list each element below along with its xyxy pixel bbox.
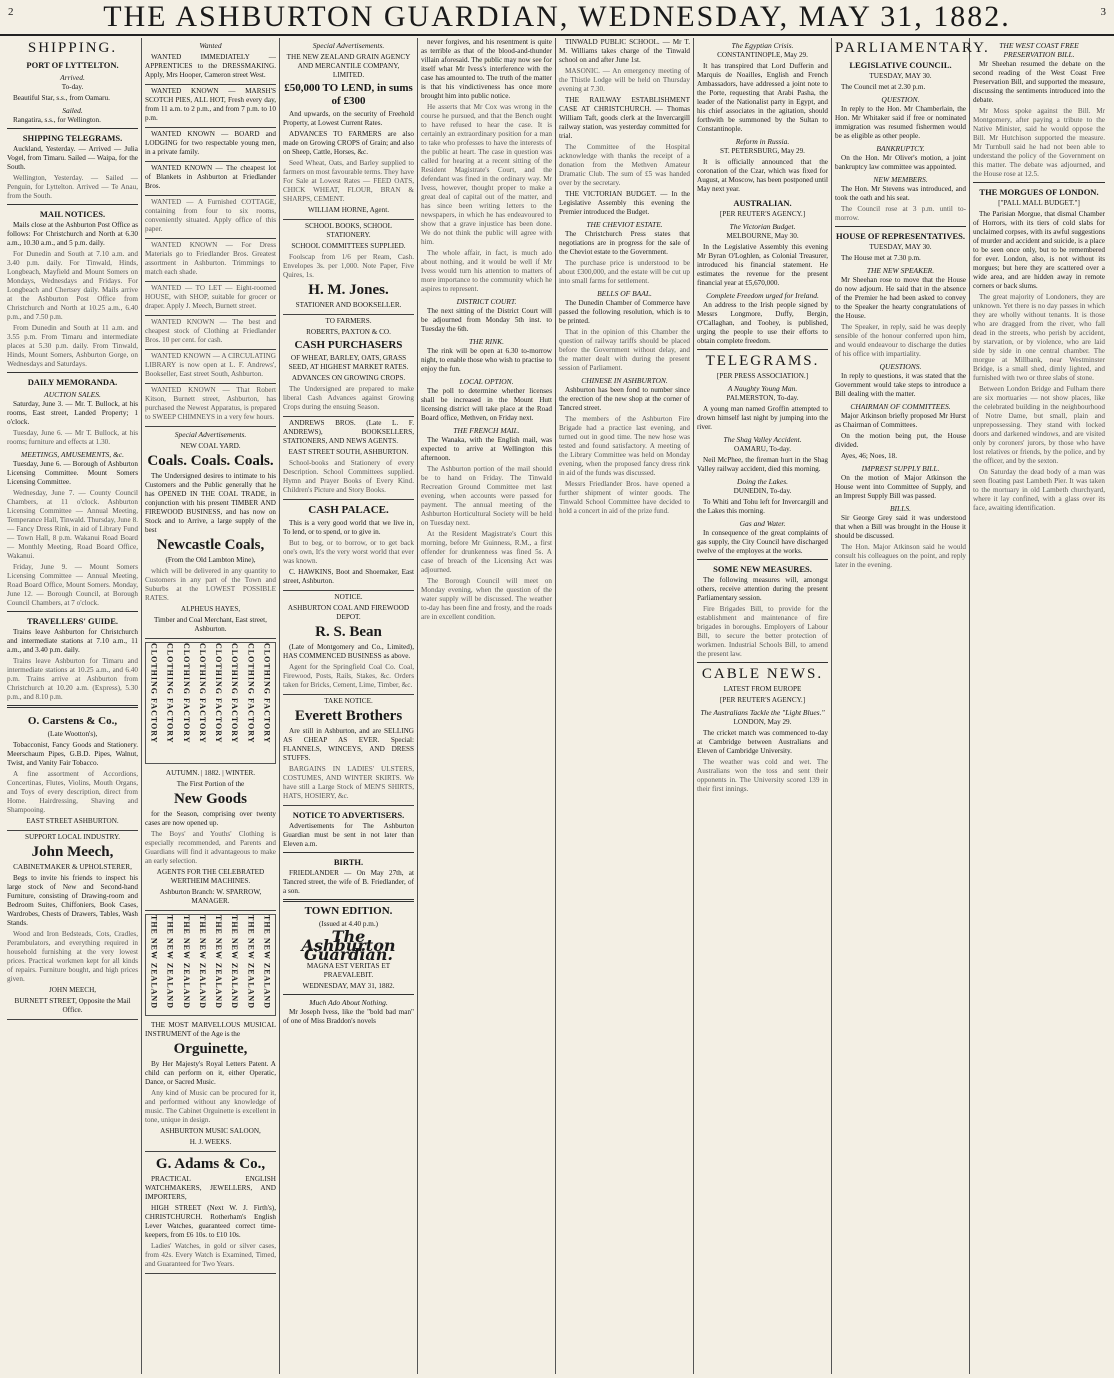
lend-text: And upwards, on the security of Freehold Property, at Lowest Current Rates. [283,110,414,127]
egypt-location: CONSTANTINOPLE, May 29. [717,51,808,59]
council-heading: LEGISLATIVE COUNCIL. [849,60,952,70]
rink-text: The rink will be open at 6.30 to-morrow night, to enable those who wish to practise to enjoy the fun. [421,347,552,373]
budget-location: MELBOURNE, May 30. [726,232,799,240]
coal-text: The Undersigned desires to intimate to his Customers and the Public generally that he has OPENED IN THE COAL TRADE, in conjunction with his present TIMBER AND FIREWOOD BUSINESS, and has now on Stock and to Arrive, a large supply of the best [145,472,276,534]
wanted-ad-3: WANTED KNOWN — BOARD and LODGING for two respectable young men, in a private family. [145,130,276,156]
house-heading: HOUSE OF REPRESENTATIVES. [835,231,966,241]
bean-ad: NOTICE. ASHBURTON COAL AND FIREWOOD DEPOT. R. S. Bean (Late of Montgomery and Co., Limited), HAS COMMENCED BUSINESS as above. Agent for the Springfield Coal Co. Coal, Firewood, Posts, Rails, Stakes, &c. Orders taken for Bricks, Cement, Lime, Timber, &c. [283,591,414,695]
jones-sub: STATIONER AND BOOKSELLER. [295,301,402,309]
telegrams-heading: TELEGRAMS. [705,353,820,369]
council-time: The Council met at 2.30 p.m. [841,83,926,91]
port-heading: PORT OF LYTTELTON. [26,60,119,70]
speaker-text: Mr Sheehan rose to move that the House do now adjourn. He said that in the absence of the Premier he had been asked to convey to the Speaker the hearty congratulations of the House. [835,276,966,320]
new-goods-heading: New Goods [174,791,247,807]
cable-text: The cricket match was commenced to-day at Cambridge between Australians and Eleven of Cambridge University. [697,729,828,755]
carstens-sub: (Late Wootton's), [47,730,98,738]
adams-heading: G. Adams & Co., [155,1156,266,1172]
meech-text: Begs to invite his friends to inspect his large stock of New and Second-hand Furniture, consisting of Drawing-room and Bedroom Suites, Chiffoniers, Book Cases, Wardrobes, Chests of Drawers, Tables, Wash Stands. [7,874,138,927]
press-label: [PER PRESS ASSOCIATION.] [716,372,809,380]
date-line: WEDNESDAY, MAY 31, 1882. [302,982,395,990]
support-label: SUPPORT LOCAL INDUSTRY. [24,833,121,841]
house-date: TUESDAY, MAY 30. [869,243,932,251]
shag-text: Neil McPhee, the fireman hurt in the Shag Valley railway accident, died this morning. [697,456,828,473]
imprest-heading: IMPREST SUPPLY BILL. [861,464,940,473]
reform-text: It is officially announced that the coronation of the Czar, which was fixed for August, at Moscow, has been postponed until May next year. [697,158,828,193]
hawkins-text: C. HAWKINS, Boot and Shoemaker, East street, Ashburton. [283,568,414,585]
local-option-text: The poll to determine whether licenses shall be increased in the Mount Hutt licensing district will take place at the Road Board office, Methven, on Friday next. [421,387,552,422]
lakes-heading: Doing the Lakes. [736,477,789,486]
arrived-text: Beautiful Star, s.s., from Oamaru. [13,94,110,102]
today-label: To-day. [61,83,84,91]
paper-motto: MAGNA EST VERITAS ET PRAEVALEBIT. [306,962,391,979]
divisions-text: Ayes, 46; Noes, 18. [841,452,898,460]
newspaper-title: THE ASHBURTON GUARDIAN, WEDNESDAY, MAY 31, 1882. [103,0,1011,33]
adams-text: HIGH STREET (Next W. J. Firth's), CHRISTCHURCH. Rotherham's English Lever Watches, guaranteed correct time-keepers, from £6 10s. to £10 10s. [145,1204,276,1239]
bells-heading: BELLS OF BAAL. [597,289,652,298]
questions-heading: QUESTIONS. [879,362,922,371]
imprest-text: On the motion of Major Atkinson the House went into Committee of Supply, and an Imprest Supply Bill was passed. [835,474,966,500]
carstens-heading: O. Carstens & Co., [27,715,118,727]
reuter-label: [PER REUTER'S AGENCY.] [719,210,806,218]
col5-body-text-1: TINWALD PUBLIC SCHOOL. — Mr T. M. Williams takes charge of the Tinwald school on and after June 1st. [559,38,690,64]
pall-mall-label: ["PALL MALL BUDGET."] [998,199,1080,207]
bills-heading: BILLS. [889,504,912,513]
auction-text: Saturday, June 3. — Mr. T. Bullock, at his rooms, East street, Landed Property; 1 o'clock. [7,400,138,426]
wanted-ad-1: WANTED IMMEDIATELY — APPRENTICES to the DRESSMAKING. Apply, Mrs Hooper, Cameron street West. [145,53,276,79]
col5-body-text-2: THE RAILWAY ESTABLISHMENT CASE AT CHRISTCHURCH. — Thomas William Taft, goods clerk at the Invercargill railway station, was yesterday committed for trial. [559,96,690,140]
masthead [0,0,1114,36]
cash-heading: CASH PURCHASERS [294,339,403,351]
weeks-name: H. J. WEEKS. [189,1138,232,1146]
organ-heading: THE MOST MARVELLOUS MUSICAL INSTRUMENT of the Age is the [145,1021,276,1038]
paper-title-logo: The Ashburton Guardian. [301,927,396,964]
col4-body-text: never forgives, and his resentment is quite as terrible as that of the blood-and-thunder villain aforesaid. The public may now see for itself what Mr Ivess's interference with the case has amounted to. The truth of the matter is that his vindictiveness has once more brought him into public notice. [421,38,552,100]
reform-heading: Reform in Russia. [735,137,790,146]
freedom-heading: Complete Freedom urged for Ireland. [706,291,819,300]
shag-heading: The Shag Valley Accident. [723,435,802,444]
autumn-winter: AUTUMN. | 1882. | WINTER. [165,769,256,777]
west-coast-text: Mr Sheehan resumed the debate on the second reading of the West Coast Free Preservation Bill, and supported the measure, discussing the sentiments introduced into the debate. [973,60,1105,104]
shipping-telegrams-text: Auckland, Yesterday. — Arrived — Julia Vogel, from Timaru. Sailed — Waipa, for the South. [7,145,138,171]
birth-text: FRIEDLANDER — On May 27th, at Tancred street, the wife of B. Friedlander, of a son. [283,869,414,895]
first-portion: The First Portion of the [176,780,245,788]
notice-advertisers-heading: NOTICE TO ADVERTISERS. [292,810,405,820]
special-heading-2: Special Advertisements. [174,430,247,439]
naughty-heading: A Naughty Young Man. [727,384,798,393]
egypt-heading: The Egyptian Crisis. [731,41,794,50]
coal-depot-heading: ASHBURTON COAL AND FIREWOOD DEPOT. [287,604,410,621]
birth-heading: BIRTH. [333,857,364,867]
andrews-heading: ANDREWS BROS. (Late L. F. ANDREWS), BOOKSELLERS, STATIONERS, AND NEWS AGENTS. [283,419,414,445]
reform-location: ST. PETERSBURG, May 29. [720,147,805,155]
meech-footer: JOHN MEECH, [48,986,97,994]
farmers-ad: TO FARMERS. ROBERTS, PAXTON & CO. CASH PURCHASERS OF WHEAT, BARLEY, OATS, GRASS SEED, AT HIGHEST MARKET RATES. ADVANCES ON GROWING CROPS. The Undersigned are prepared to make liberal Cash Advances against Growing Crops during the ensuing Season. [283,315,414,417]
andrews-address: EAST STREET SOUTH, ASHBURTON. [288,448,409,456]
town-edition-sub: (Issued at 4.40 p.m.) [318,920,379,928]
notice-advertisers-text: Advertisements for The Ashburton Guardian must be sent in not later than Eleven a.m. [283,822,414,848]
chinese-text: Ashburton has been fond to number since the erection of the new shop at the corner of Tancred street. [559,386,690,412]
lakes-location: DUNEDIN, To-day. [733,487,792,495]
meech-sub: CABINETMAKER & UPHOLSTERER, [13,863,132,871]
school-books-ad: SCHOOL BOOKS, SCHOOL STATIONERY. SCHOOL COMMITTEES SUPPLIED. Foolscap from 1/6 per Ream, Cash. Envelopes 3s. per 1,000. Note Paper, Five Quires, 1s. H. M. Jones. STATIONER AND BOOKSELLER. [283,220,414,315]
special-heading-3: Special Advertisements. [312,41,385,50]
question-heading: QUESTION. [881,95,920,104]
wanted-ad-2: WANTED KNOWN — MARSH'S SCOTCH PIES, ALL HOT, Fresh every day, from 11 a.m. to 2 p.m., and from 7 p.m. to 10 p.m. [145,87,276,122]
french-mail-text: The Wanaka, with the English mail, was expected to arrive at Wellington this afternoon. [421,436,552,462]
page-number-right: 3 [1100,6,1106,18]
chinese-heading: CHINESE IN ASHBURTON. [581,376,668,385]
new-members-heading: NEW MEMBERS. [873,175,928,184]
organ-text: By Her Majesty's Royal Letters Patent. A child can perform on it, either Operatic, Dance, or Sacred Music. [145,1060,276,1086]
bells-text: The Dunedin Chamber of Commerce have passed the following resolution, which is to be printed. [559,299,690,325]
column-1: SHIPPING. PORT OF LYTTELTON. Arrived. To-day. Beautiful Star, s.s., from Oamaru. Sailed. Rangatira, s.s., for Wellington. SHIPPING TELEGRAMS. Auckland, Yesterday. — Arrived — Julia Vogel, from Timaru. Sailed — Waipa, for the South. Wellington, Yesterday. — Sailed — Penguin, for Lyttelton. Arrived — Te Anau, from the South. MAIL NOTICES. Mails close at the Ashburton Post Office as follows: For Christchurch and North at 6.30 a.m., 10.30 a.m., and 5 p.m. daily. For Dunedin and South at 7.10 a.m. and 3.40 p.m. daily. For Tinwald, Hinds, Longbeach, Mayfield and Mount Somers on Mondays, Wednesdays and Fridays. For Longbeach and Chertsey daily. Mails arrive at the Ashburton Post Office from Christchurch and North at 10.25 a.m., 6.40 p.m., and 7.50 p.m. From Dunedin and South at 11 a.m. and 3.55 p.m. From Timaru and intermediate places at 5.30 p.m. daily. From Tinwald, Hinds, Mount Somers, Ashburton Gorge, on Wednesdays and Saturdays. DAILY MEMORANDA. AUCTION SALES. Saturday, June 3. — Mr. T. Bullock, at his rooms, East street, Landed Property; 1 o'clock. Tuesday, June 6. — Mr T. Bullock, at his rooms; furniture and effects at 1.30. MEETINGS, AMUSEMENTS, &c. Tuesday, June 6. — Borough of Ashburton Licensing Committee. Mount Somers Licensing Committee. Wednesday, June 7. — County Council Chambers, at 11 o'clock. Ashburton Licensing Committee — Annual Meeting, Temperance Hall, Tinwald. Thursday, June 8. — Fancy Dress Rink, in aid of Library Fund — Town Hall, 8 p.m. Wakanui Road Board — Monthly Meeting, Road Board Office, Wakanui. Friday, June 9. — Mount Somers Licensing Committee — Annual Meeting, Road Board Office, Mount Somers. Monday, June 12. — Borough Council, at Borough Council Chambers, at 7 o'clock. TRAVELLERS' GUIDE. Trains leave Ashburton for Christchurch and intermediate stations at 7.10 a.m., 11 a.m., and 3.40 p.m. daily. Trains leave Ashburton for Timaru and intermediate stations at 10.25 a.m., and 6.40 p.m. Trains arrive at Ashburton from Christchurch at 10.20 a.m. (Express), 5.30 p.m., and 8.10 p.m. O. Carstens & Co., (Late Wootton's), Tobacconist, Fancy Goods and Stationery. Meerschaum Pipes, G.B.D. Pipes, Walnut, Twist, and Vanity Fair Tobacco. A fine assortment of Accordions, Concertinas, Flutes, Violins, Mouth Organs, and Toys of every description, direct from Home. Hairdressing, Shaving and Shampooing. EAST STREET ASHBURTON. SUPPORT LOCAL INDUSTRY. John Meech, CABINETMAKER & UPHOLSTERER, Begs to invite his friends to inspect his large stock of New and Second-hand Furniture, consisting of Drawing-room and Bedroom Suites, Chiffoniers, Book Cases, Wardrobes, Chests of Drawers, Tables, Wash Stands. Wood and Iron Bedsteads, Cots, Cradles, Perambulators, and everything required in household furnishing at the very lowest prices. Practical workmen kept for all kinds of repairs. Furniture bought, and high prices given. JOHN MEECH, BURNETT STREET, Opposite the Mail Office. [4,38,142,1374]
hayes-sub: Timber and Coal Merchant, East street, Ashburton. [154,616,267,633]
clothing-factory-banner: CLOTHING FACTORY CLOTHING FACTORY CLOTHING FACTORY CLOTHING FACTORY CLOTHING FACTORY CLOTHING FACTORY CLOTHING FACTORY CLOTHING FACTORY [145,642,276,764]
sailed-text: Rangatira, s.s., for Wellington. [13,116,101,124]
orguinette-ad: THE MOST MARVELLOUS MUSICAL INSTRUMENT of the Age is the Orguinette, By Her Majesty's Royal Letters Patent. A child can perform on it, either Operatic, Dance, or Sacred Music. Any kind of Music can be procured for it, and performed without any knowledge of music. The Cabinet Orguinette is excellent in tone, unique in design. ASHBURTON MUSIC SALOON, H. J. WEEKS. [145,1019,276,1152]
school-sub: SCHOOL COMMITTEES SUPPLIED. [291,242,406,250]
much-ado-text: Mr Joseph Ivess, like the "bold bad man" of one of Miss Braddon's novels [283,1008,414,1025]
bean-sub: (Late of Montgomery and Co., Limited), HAS COMMENCED BUSINESS as above. [283,643,414,660]
page-number-left: 2 [8,6,14,18]
grain-agency-ad: THE NEW ZEALAND GRAIN AGENCY AND MERCANTILE COMPANY, LIMITED. £50,000 TO LEND, in sums of £300 And upwards, on the security of Freehold Property, at Lowest Current Rates. ADVANCES TO FARMERS are also made on Growing CROPS of Grain; and also on Sheep, Cattle, Horses, &c. Seed Wheat, Oats, and Barley supplied to farmers on most favourable terms. They have For Sale at Lowest Rates — FEED OATS, CHICK WHEAT, FLOUR, BRAN & SHARPS, CEMENT. WILLIAM HORNE, Agent. [283,51,414,220]
roberts-heading: ROBERTS, PAXTON & CO. [306,328,391,336]
farmers-heading: TO FARMERS. [325,317,372,325]
col5-body-text-3: THE VICTORIAN BUDGET. — In the Legislative Assembly this evening the Premier introduced the Budget. [559,190,690,216]
nz-grain-heading: THE NEW ZEALAND GRAIN AGENCY AND MERCANTILE COMPANY, LIMITED. [286,53,411,79]
meetings-heading: MEETINGS, AMUSEMENTS, &c. [21,450,124,459]
west-coast-heading: THE WEST COAST FREE PRESERVATION BILL. [999,41,1079,59]
budget-heading: The Victorian Budget. [729,222,796,231]
council-date: TUESDAY, MAY 30. [869,72,932,80]
everett-ad: TAKE NOTICE. Everett Brothers Are still in Ashburton, and are SELLING AS CHEAP AS EVER. Special: FLANNELS, WINCEYS, AND DRESS STUFFS. BARGAINS IN LADIES' ULSTERS, COSTUMES, AND WINTER SKIRTS. We have still a Large Stock of MEN'S SHIRTS, HATS, HOSIERY, &c. [283,695,414,806]
agents-text: Ashburton Branch: W. SPARROW, MANAGER. [159,888,262,905]
horne-name: WILLIAM HORNE, Agent. [307,206,390,214]
column-7: PARLIAMENTARY. LEGISLATIVE COUNCIL. TUESDAY, MAY 30. The Council met at 2.30 p.m. QUESTION. In reply to the Hon. Mr Chamberlain, the Hon. Mr Whitaker said if free or nominated immigration was resumed fishermen would be as eligible as other people. BANKRUPTCY. On the Hon. Mr Oliver's motion, a joint bankruptcy law committee was appointed. NEW MEMBERS. The Hon. Mr Stevens was introduced, and took the oath and his seat. The Council rose at 3 p.m. until to-morrow. HOUSE OF REPRESENTATIVES. TUESDAY, MAY 30. The House met at 7.30 p.m. THE NEW SPEAKER. Mr Sheehan rose to move that the House do now adjourn. He said that in the absence of the Premier he had been asked to convey to the Speaker the hearty congratulations of the House. The Speaker, in reply, said he was deeply sensible of the honour conferred upon him, and would endeavour to discharge the duties of his office with impartiality. QUESTIONS. In reply to questions, it was stated that the Government would take steps to introduce a Bill dealing with the matter. CHAIRMAN OF COMMITTEES. Major Atkinson briefly proposed Mr Hurst as Chairman of Committees. On the motion being put, the House divided. Ayes, 46; Noes, 18. IMPREST SUPPLY BILL. On the motion of Major Atkinson the House went into Committee of Supply, and an Imprest Supply Bill was passed. BILLS. Sir George Grey said it was understood that when a Bill was brought in the House it should be discussed. The Hon. Major Atkinson said he would consult his colleagues on the point, and reply later in the evening. [832,38,970,1374]
rink-heading: THE RINK. [468,337,504,346]
east-street-label: EAST STREET ASHBURTON. [26,817,119,825]
budget-text: In the Legislative Assembly this evening Mr Byran O'Loghlen, as Colonial Treasurer, introduced his financial statement. He estimates the revenue for the present financial year at £5,670,000. [697,243,828,287]
meetings-text: Tuesday, June 6. — Borough of Ashburton Licensing Committee. Mount Somers Licensing Committee. [7,460,138,486]
coal-ad: NEW COAL YARD. Coals. Coals. Coals. The Undersigned desires to intimate to his Customers and the Public generally that he has OPENED IN THE COAL TRADE, in conjunction with his present TIMBER AND FIREWOOD BUSINESS, and has now on Stock and to Arrive, a large supply of the best Newcastle Coals, (From the Old Lambton Mine), which will be delivered in any quantity to Customers in any part of the Town and Suburbs at the LOWEST POSSIBLE RATES. ALPHEUS HAYES, Timber and Coal Merchant, East street, Ashburton. [145,440,276,639]
guide-heading: TRAVELLERS' GUIDE. [26,616,118,626]
andrews-ad: ANDREWS BROS. (Late L. F. ANDREWS), BOOKSELLERS, STATIONERS, AND NEWS AGENTS. EAST STREET SOUTH, ASHBURTON. School-books and Stationery of every Description. School Committees supplied. Hymn and Prayer Books of Every Kind. Children's Picture and Story Books. [283,417,414,500]
guide-text: Trains leave Ashburton for Christchurch and intermediate stations at 7.10 a.m., 11 a.m., and 3.40 p.m. daily. [7,628,138,654]
morgues-heading: THE MORGUES OF LONDON. [979,187,1099,197]
bean-heading: R. S. Bean [315,624,382,640]
morgues-text: The Parisian Morgue, that dismal Chamber of Horrors, with its tiers of cold slabs for unclaimed corpses, with its awful suggestions of murder and accident and suicide, is a place to be seen once only, but to be remembered for ever. London, also, is not without its morgues; but here they are scattered over a wide area, and are hidden away in remote corners or back slums. [973,210,1105,290]
auction-heading: AUCTION SALES. [44,390,101,399]
mail-heading: MAIL NOTICES. [39,209,106,219]
australian-heading: AUSTRALIAN. [733,198,792,208]
meech-address: BURNETT STREET, Opposite the Mail Office. [14,997,131,1014]
speaker-heading: THE NEW SPEAKER. [866,266,935,275]
arrived-label: Arrived. [60,73,85,82]
notice-heading: NOTICE. [334,593,363,601]
freedom-text: An address to the Irish people signed by Messrs Longmore, Duffy, Bergin, O'Callaghan, and Toohey, is published, urging the people to use their efforts to obtain complete freedom. [697,301,828,345]
music-saloon: ASHBURTON MUSIC SALOON, [160,1127,261,1135]
much-ado-heading: Much Ado About Nothing. [309,998,388,1007]
cable-location: LONDON, May 29. [733,718,792,726]
carstens-ad: O. Carstens & Co., (Late Wootton's), Tobacconist, Fancy Goods and Stationery. Meerschaum Pipes, G.B.D. Pipes, Walnut, Twist, and Vanity Fair Tobacco. A fine assortment of Accordions, Concertinas, Flutes, Violins, Mouth Organs, and Toys of every description, direct from Home. Hairdressing, Shaving and Shampooing. EAST STREET ASHBURTON. [7,711,138,831]
school-heading: SCHOOL BOOKS, SCHOOL STATIONERY. [305,222,392,239]
naughty-location: PALMERSTON, To-day. [726,394,799,402]
adams-ad: G. Adams & Co., PRACTICAL ENGLISH WATCHMAKERS, JEWELLERS, AND IMPORTERS, HIGH STREET (Next W. J. Firth's), CHRISTCHURCH. Rotherham's English Lever Watches, guaranteed correct time-keepers, from £6 10s. to £10 10s. Ladies' Watches, in gold or silver cases, from 42s. Every Watch is Examined, Timed, and Guaranteed for Two Years. [145,1152,276,1274]
chairman-text: Major Atkinson briefly proposed Mr Hurst as Chairman of Committees. [835,412,966,429]
palace-heading: CASH PALACE. [308,504,389,516]
newcastle-sub: (From the Old Lambton Mine), [165,556,256,564]
questions-text: In reply to questions, it was stated that the Government would take steps to introduce a Bill dealing with the matter. [835,372,966,398]
some-new-text: The following measures will, amongst others, receive attention during the present Parliamentary session. [697,576,828,602]
columns [4,38,1110,1374]
question-text: In reply to the Hon. Mr Chamberlain, the Hon. Mr Whitaker said if free or nominated immigration was resumed fishermen would be as eligible as other people. [835,105,966,140]
orguinette-heading: Orguinette, [173,1041,248,1057]
new-members-text: The Hon. Mr Stevens was introduced, and took the oath and his seat. [835,185,966,202]
naughty-text: A young man named Groffin attempted to drown himself last night by jumping into the river. [697,405,828,431]
column-3 [280,38,418,1374]
gas-heading: Gas and Water. [739,519,786,528]
cable-heading: CABLE NEWS. [701,666,824,682]
meech-heading: John Meech, [31,844,114,860]
cheviot-text: The Christchurch Press states that negotiations are in progress for the sale of the Cheviot estate to the Government. [559,230,690,256]
new-zealand-banner: THE NEW ZEALAND THE NEW ZEALAND THE NEW ZEALAND THE NEW ZEALAND THE NEW ZEALAND THE NEW ZEALAND THE NEW ZEALAND THE NEW ZEALAND [145,914,276,1016]
adams-sub: PRACTICAL ENGLISH WATCHMAKERS, JEWELLERS, AND IMPORTERS, [145,1175,276,1201]
hayes-name: ALPHEUS HAYES, [180,605,241,613]
bankruptcy-heading: BANKRUPTCY. [876,144,925,153]
french-mail-heading: THE FRENCH MAIL. [453,426,520,435]
egypt-text: It has transpired that Lord Dufferin and Marquis de Noailles, English and French Ambassadors, have addressed a joint note to the Porte, requesting that Arabi Pasha, the leader of the Nationalist party in Egypt, and his chief associates in the agitation, should forthwith be summoned by the Sultan to Constantinople. [697,62,828,133]
column-8: THE WEST COAST FREE PRESERVATION BILL. Mr Sheehan resumed the debate on the second reading of the West Coast Free Preservation Bill, and supported the measure, discussing the sentiments introduced into the debate. Mr Moss spoke against the Bill. Mr Montgomery, after paying a tribute to the Native Minister, said he would oppose the Bill. Mr Hutchison supported the measure. Mr Turnbull said he had not been able to understand the policy of the Government on this matter. The debate was adjourned, and the House rose at 12.5. THE MORGUES OF LONDON. ["PALL MALL BUDGET."] The Parisian Morgue, that dismal Chamber of Horrors, with its tiers of cold slabs for unclaimed corpses, with its awful suggestions of murder and accident and suicide, is a place to be seen once only, but to be remembered for ever. London, also, is not without its morgues; but here they are scattered over a wide area, and are hidden away in remote corners or back slums. The great majority of Londoners, they are unknown. Yet there is no day passes in which they are wholly without tenants. It is those who are dragged from the river, who fall dead in the streets, who perish by accident, by starvation, or by violence, who are laid side by side in one central chamber. The morgue at Millbank, near Westminster Bridge, is a small shed, dimly lighted, and furnished with two or three slabs of stone. Between London Bridge and Fulham there are six mortuaries — not show places, like the celebrated building in the neighbourhood of Notre Dame, but small, plain and unprepossessing. They stand with locked doors and darkened windows, and are visited only by coroners' jurors, by those who have lost relatives or friends, by the police, and by the officer, and by the sexton. On Saturday the dead body of a man was seen floating past Lambeth Pier. It was taken to the mortuary in old Lambeth churchyard, where it lay confined, with a glass over its face, awaiting identification. [973,41,1105,512]
bills-text: Sir George Grey said it was understood that when a Bill was brought in the House it should be discussed. [835,514,966,540]
take-notice-heading: TAKE NOTICE. [324,697,373,705]
lakes-text: To Whiti and Tohu left for Invercargill and the Lakes this morning. [697,498,828,515]
new-goods-ad: AUTUMN. | 1882. | WINTER. The First Portion of the New Goods for the Season, comprising over twenty cases are now opened up. The Boys' and Youths' Clothing is especially recommended, and Parents and Guardians will find it advantageous to make an early selection. AGENTS FOR THE CELEBRATED WERTHEIM MACHINES. Ashburton Branch: W. SPARROW, MANAGER. [145,767,276,911]
cable-story-heading: The Australians Tackle the "Light Blues." [700,708,825,717]
cable-reuter: [PER REUTER'S AGENCY.] [719,696,806,704]
gas-text: In consequence of the great complaints of gas supply, the City Council have discharged twelve of the employes at the works. [697,529,828,555]
local-option-heading: LOCAL OPTION. [459,377,514,386]
daily-memoranda-heading: DAILY MEMORANDA. [27,377,118,387]
shag-location: OAMARU, To-day. [734,445,791,453]
shipping-telegrams-heading: SHIPPING TELEGRAMS. [22,133,123,143]
some-new-heading: SOME NEW MEASURES. [713,564,812,574]
chairman-heading: CHAIRMAN OF COMMITTEES. [850,402,951,411]
cash-text: OF WHEAT, BARLEY, OATS, GRASS SEED, AT HIGHEST MARKET RATES. [288,354,409,371]
jones-heading: H. M. Jones. [308,282,389,298]
column-4: never forgives, and his resentment is quite as terrible as that of the blood-and-thunder villain aforesaid. The public may now see for itself what Mr Ivess's interference with the case has amounted to. The truth of the matter is that his vindictiveness has once more brought him into public notice. He asserts that Mr Cox was wrong in the course he pursued, and that the Bench ought to have refused to hear the case. It is certainly an extraordinary position for a man to take who professes to have the interests of the public at heart. The case in question was called for hearing at a recent sitting of the Resident Magistrate's Court, and the defendant was fined in the ordinary way. Mr Ivess, however, thought proper to make a great deal of capital out of the matter, and has since been writing letters to the newspapers, in which he has endeavoured to show that a grave injustice has been done. We do not think the public will agree with him. The whole affair, in fact, is much ado about nothing, and it would be well if Mr Ivess would turn his attention to matters of more importance to the community which he aspires to represent. DISTRICT COURT. The next sitting of the District Court will be adjourned from Monday 5th inst. to Tuesday the 6th. THE RINK. The rink will be open at 6.30 to-morrow night, to enable those who wish to practise to enjoy the fun. LOCAL OPTION. The poll to determine whether licenses shall be increased in the Mount Hutt licensing district will take place at the Road Board office, Methven, on Friday next. THE FRENCH MAIL. The Wanaka, with the English mail, was expected to arrive at Wellington this afternoon. The Ashburton portion of the mail should be to hand on Friday. The Tinwald Recreation Ground Committee met last evening, when accounts were passed for payment. The annual meeting of the Ashburton Horticultural Society will be held on Tuesday next. At the Resident Magistrate's Court this morning, before Mr Guinness, R.M., a first offender for drunkenness was fined 5s. A case of breach of the Licensing Act was adjourned. The Borough Council will meet on Monday evening, when the question of the water supply will be discussed. The weather to-day has been fine and frosty, and the roads are in excellent condition. [418,38,556,1374]
new-goods-text: for the Season, comprising over twenty cases are now opened up. [145,810,276,827]
town-edition-heading: TOWN EDITION. [304,905,393,917]
sailed-label: Sailed. [62,106,83,115]
district-court-heading: DISTRICT COURT. [456,297,517,306]
advances-text: ADVANCES TO FARMERS are also made on Growing CROPS of Grain; and also on Sheep, Cattle, Horses, &c. [283,130,414,156]
coal-heading: Coals. Coals. Coals. [147,453,274,469]
lend-heading: £50,000 TO LEND, in sums of £300 [284,82,413,107]
column-2: Wanted WANTED IMMEDIATELY — APPRENTICES to the DRESSMAKING. Apply, Mrs Hooper, Cameron street West. WANTED KNOWN — MARSH'S SCOTCH PIES, ALL HOT, Fresh every day, from 11 a.m. to 2 p.m., and from 7 p.m. to 10 p.m. WANTED KNOWN — BOARD and LODGING for two respectable young men, in a private family. WANTED KNOWN — The cheapest lot of Blankets in Ashburton at Friedlander Bros. WANTED — A Furnished COTTAGE, containing from four to six rooms, conveniently situated. Apply office of this paper. WANTED KNOWN — For Dress Materials go to Friedlander Bros. Greatest assortment in Ashburton. Trimmings to match each shade. WANTED — TO LET — Eight-roomed HOUSE, with SHOP, suitable for grocer or draper. Apply J. Meech, Burnett street. WANTED KNOWN — The best and cheapest stock of Clothing at Friedlander Bros. 10 per cent. for cash. WANTED KNOWN — A CIRCULATING LIBRARY is now open at L. F. Andrews', Bookseller, East street South, Ashburton. WANTED KNOWN — That Robert Kitson, Burnett street, Ashburton, has purchased the Newest Apparatus, is prepared to SWEEP CHIMNEYS in a very few hours. Special Advertisements. NEW COAL YARD. Coals. Coals. Coals. The Undersigned desires to intimate to his Customers and the Public generally that he has OPENED IN THE COAL TRADE, in conjunction with his present TIMBER AND FIREWOOD BUSINESS, and has now on Stock and to Arrive, a large supply of the best Newcastle Coals, (From the Old Lambton Mine), which will be delivered in any quantity to Customers in any part of the Town and Suburbs at the LOWEST POSSIBLE RATES. ALPHEUS HAYES, Timber and Coal Merchant, East street, Ashburton. CLOTHING FACTORY CLOTHING FACTORY CLOTHING FACTORY CLOTHING FACTORY CLOTHING FACTORY CLOTHING FACTORY CLOTHING FACTORY CLOTHING FACTORY AUTUMN. | 1882. | WINTER. The First Portion of the New Goods for the Season, comprising over twenty cases are now opened up. The Boys' and Youths' Clothing is especially recommended, and Parents and Guardians will find it advantageous to make an early selection. AGENTS FOR THE CELEBRATED WERTHEIM MACHINES. Ashburton Branch: W. SPARROW, MANAGER. THE NEW ZEALAND THE NEW ZEALAND THE NEW ZEALAND THE NEW ZEALAND THE NEW ZEALAND THE NEW ZEALAND THE NEW ZEALAND THE NEW ZEALAND THE MOST MARVELLOUS MUSICAL INSTRUMENT of the Age is the Orguinette, By Her Majesty's Royal Letters Patent. A child can perform on it, either Operatic, Dance, or Sacred Music. Any kind of Music can be procured for it, and performed without any knowledge of music. The Cabinet Orguinette is excellent in tone, unique in design. ASHBURTON MUSIC SALOON, H. J. WEEKS. G. Adams & Co., PRACTICAL ENGLISH WATCHMAKERS, JEWELLERS, AND IMPORTERS, HIGH STREET (Next W. J. Firth's), CHRISTCHURCH. Rotherham's English Lever Watches, guaranteed correct time-keepers, from £6 10s. to £10 10s. Ladies' Watches, in gold or silver cases, from 42s. Every Watch is Examined, Timed, and Guaranteed for Two Years. [142,38,280,1374]
carstens-text: Tobacconist, Fancy Goods and Stationery. Meerschaum Pipes, G.B.D. Pipes, Walnut, Twist, and Vanity Fair Tobacco. [7,741,138,767]
column-5: TINWALD PUBLIC SCHOOL. — Mr T. M. Williams takes charge of the Tinwald school on and after June 1st. MASONIC. — An emergency meeting of the Thistle Lodge will be held on Thursday evening at 7.30. THE RAILWAY ESTABLISHMENT CASE AT CHRISTCHURCH. — Thomas William Taft, goods clerk at the Invercargill railway station, was yesterday committed for trial. The Committee of the Hospital acknowledge with thanks the receipt of a donation from the Methven Amateur Dramatic Club. The sum of £5 was handed over by the secretary. THE VICTORIAN BUDGET. — In the Legislative Assembly this evening the Premier introduced the Budget. THE CHEVIOT ESTATE. The Christchurch Press states that negotiations are in progress for the sale of the Cheviot estate to the Government. The purchase price is understood to be about £300,000, and the estate will be cut up into small farms for settlement. BELLS OF BAAL. The Dunedin Chamber of Commerce have passed the following resolution, which is to be printed. That in the opinion of this Chamber the question of railway tariffs should be placed before the Government without delay, and the matter dealt with during the present session of Parliament. CHINESE IN ASHBURTON. Ashburton has been fond to number since the erection of the new shop at the corner of Tancred street. The members of the Ashburton Fire Brigade had a practice last evening, and turned out in good time. The new hose was tested and found satisfactory. A meeting of the Library Committee was held on Monday evening, when the proposed fancy dress rink in aid of the funds was discussed. Messrs Friedlander Bros. have opened a further shipment of winter goods. The Tinwald School Committee have decided to hold a concert in aid of the prize fund. [556,38,694,1374]
everett-text: Are still in Ashburton, and are SELLING AS CHEAP AS EVER. Special: FLANNELS, WINCEYS, AND DRESS STUFFS. [283,727,414,762]
cheviot-heading: THE CHEVIOT ESTATE. [586,220,663,229]
divisions-heading: On the motion being put, the House divided. [835,432,966,449]
everett-heading: Everett Brothers [294,708,403,724]
bankruptcy-text: On the Hon. Mr Oliver's motion, a joint bankruptcy law committee was appointed. [835,154,966,171]
newcastle-heading: Newcastle Coals, [156,537,265,553]
parliament-heading: PARLIAMENTARY. [835,40,990,56]
coal-yard-heading: NEW COAL YARD. [180,442,241,450]
meech-ad: SUPPORT LOCAL INDUSTRY. John Meech, CABINETMAKER & UPHOLSTERER, Begs to invite his friends to inspect his large stock of New and Second-hand Furniture, consisting of Drawing-room and Bedroom Suites, Chiffoniers, Book Cases, Wardrobes, Chests of Drawers, Tables, Wash Stands. Wood and Iron Bedsteads, Cots, Cradles, Perambulators, and everything required in household furnishing at the very lowest prices. Practical workmen kept for all kinds of repairs. Furniture bought, and high prices given. JOHN MEECH, BURNETT STREET, Opposite the Mail Office. [7,831,138,1020]
agents-heading: AGENTS FOR THE CELEBRATED WERTHEIM MACHINES. [156,868,265,885]
shipping-heading: SHIPPING. [27,40,118,56]
district-court-text: The next sitting of the District Court will be adjourned from Monday 5th inst. to Tuesday the 6th. [421,307,552,333]
wanted-heading: Wanted [199,41,222,50]
advances-crops: ADVANCES ON GROWING CROPS. [291,374,406,382]
house-time: The House met at 7.30 p.m. [841,254,921,262]
cable-sub: LATEST FROM EUROPE [723,685,802,693]
palace-text: This is a very good world that we live in, To lend, or to spend, or to give in. [283,519,414,536]
mail-text: Mails close at the Ashburton Post Office as follows: For Christchurch and North at 6.30 a.m., 10.30 a.m., and 5 p.m. daily. [7,221,138,247]
cash-palace-ad: CASH PALACE. This is a very good world that we live in, To lend, or to spend, or to give in. But to beg, or to borrow, or to get back one's own, It's the very worst world that ever was known. C. HAWKINS, Boot and Shoemaker, East street, Ashburton. [283,500,414,591]
column-6: The Egyptian Crisis. CONSTANTINOPLE, May 29. It has transpired that Lord Dufferin and Marquis de Noailles, English and French Ambassadors, have addressed a joint note to the Porte, requesting that Arabi Pasha, the leader of the Nationalist party in Egypt, and his chief associates in the agitation, should forthwith be summoned by the Sultan to Constantinople. Reform in Russia. ST. PETERSBURG, May 29. It is officially announced that the coronation of the Czar, which was fixed for August, at Moscow, has been postponed until May next year. AUSTRALIAN. [PER REUTER'S AGENCY.] The Victorian Budget. MELBOURNE, May 30. In the Legislative Assembly this evening Mr Byran O'Loghlen, as Colonial Treasurer, introduced his financial statement. He estimates the revenue for the present financial year at £5,670,000. Complete Freedom urged for Ireland. An address to the Irish people signed by Messrs Longmore, Duffy, Bergin, O'Callaghan, and Toohey, is published, urging the people to use their efforts to obtain complete freedom. TELEGRAMS. [PER PRESS ASSOCIATION.] A Naughty Young Man. PALMERSTON, To-day. A young man named Groffin attempted to drown himself last night by jumping into the river. The Shag Valley Accident. OAMARU, To-day. Neil McPhee, the fireman hurt in the Shag Valley railway accident, died this morning. Doing the Lakes. DUNEDIN, To-day. To Whiti and Tohu left for Invercargill and the Lakes this morning. Gas and Water. In consequence of the great complaints of gas supply, the City Council have discharged twelve of the employes at the works. SOME NEW MEASURES. The following measures will, amongst others, receive attention during the present Parliamentary session. Fire Brigades Bill, to provide for the establishment and maintenance of fire brigades in boroughs. Employers of Labour Bill, to secure the better protection of workmen. Industrial Schools Bill, to amend the present law. CABLE NEWS. LATEST FROM EUROPE [PER REUTER'S AGENCY.] The Australians Tackle the "Light Blues." LONDON, May 29. The cricket match was commenced to-day at Cambridge between Australians and Eleven of Cambridge University. The weather was cold and wet. The Australians won the toss and sent their opponents in. The University scored 139 in their first innings. [694,38,832,1374]
wanted-ad-4: WANTED KNOWN — The cheapest lot of Blankets in Ashburton at Friedlander Bros. [145,164,276,190]
